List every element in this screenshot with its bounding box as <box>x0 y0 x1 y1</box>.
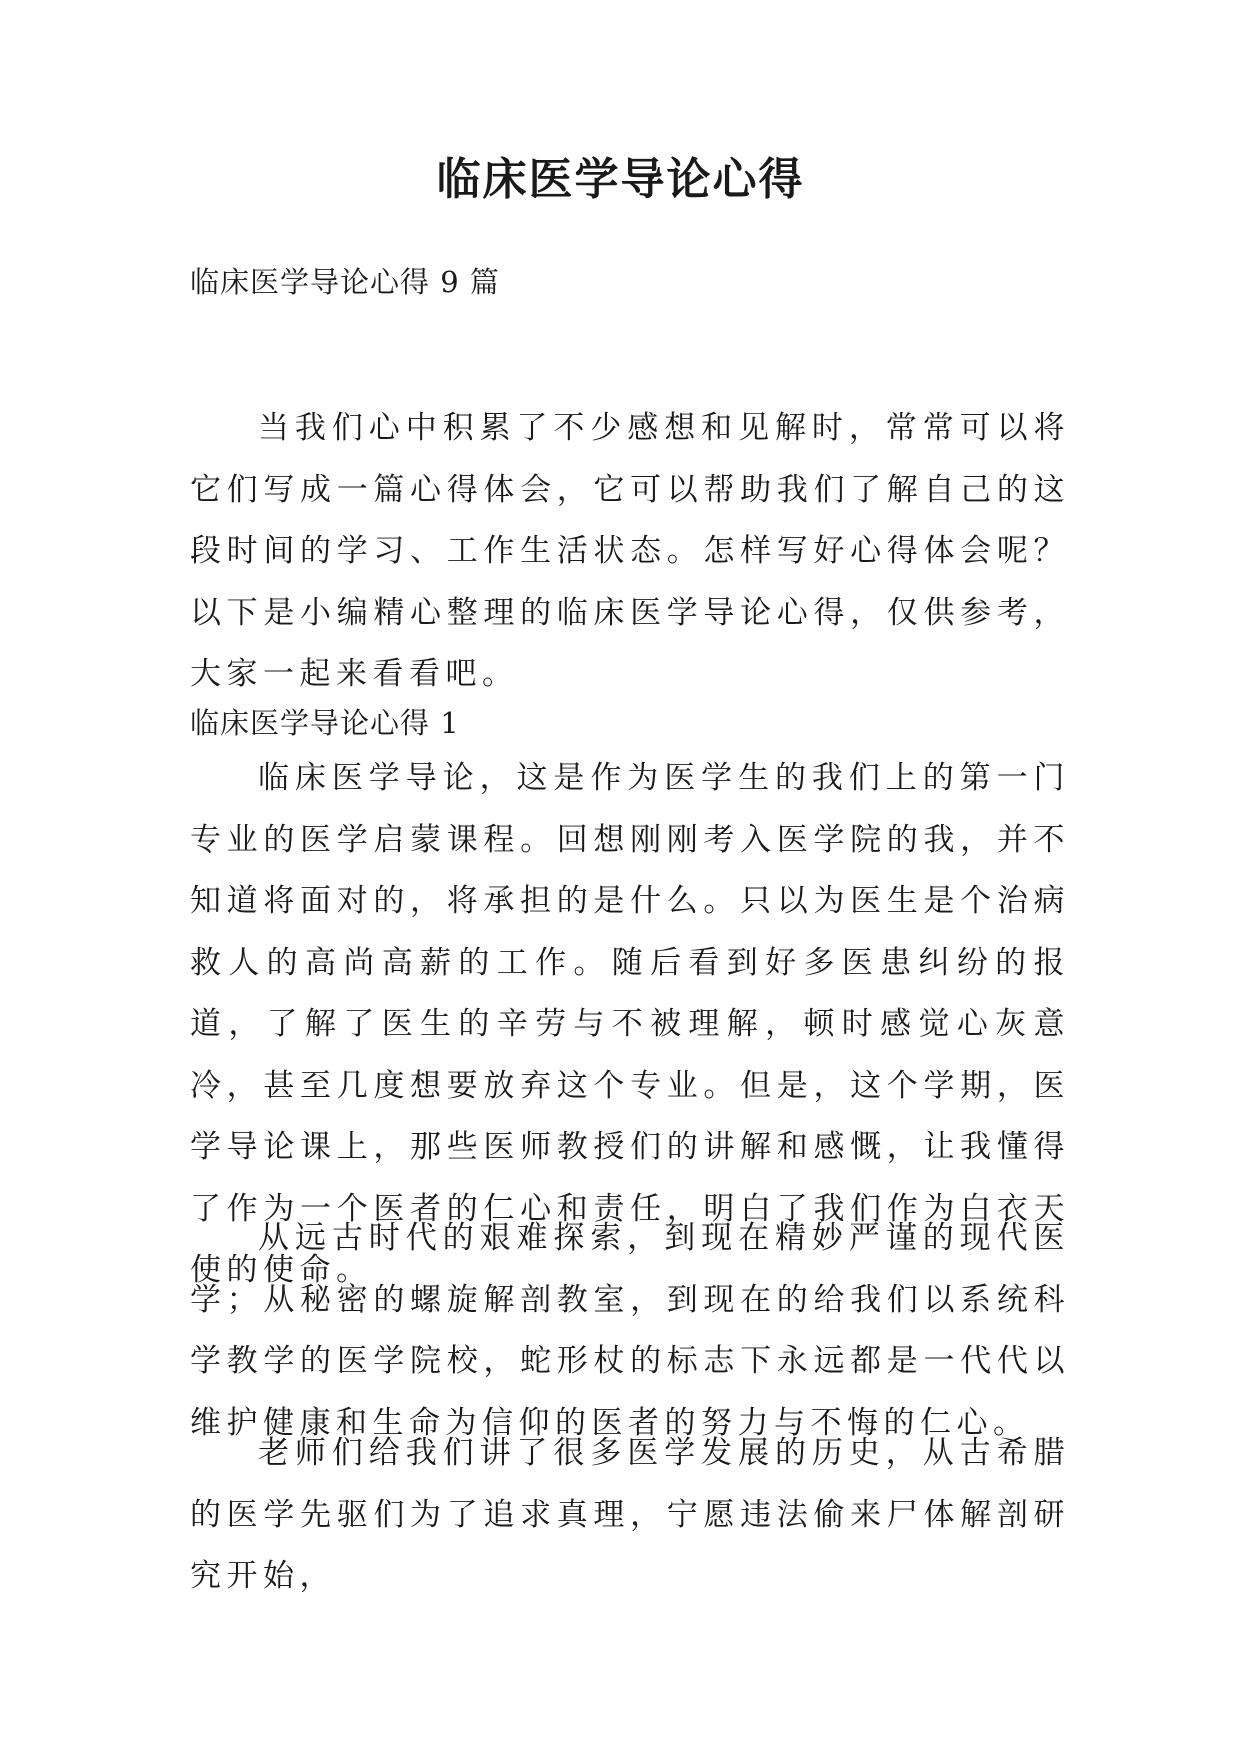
document-title: 临床医学导论心得 <box>436 154 805 205</box>
intro-paragraph: 当我们心中积累了不少感想和见解时，常常可以将它们写成一篇心得体会，它可以帮助我们了解自己的这段时间的学习、工作生活状态。怎样写好心得体会呢？以下是小编精心整理的临床医学导论心得，仅供参考，大家一起来看看吧。 <box>190 410 1070 692</box>
document-subtitle: 临床医学导论心得 9 篇 <box>190 265 500 299</box>
section-paragraph: 临床医学导论，这是作为医学生的我们上的第一门专业的医学启蒙课程。回想刚刚考入医学院的我，并不知道将面对的，将承担的是什么。只以为医生是个治病救人的高尚高薪的工作。随后看到好多医患纠纷的报道，了解了医生的辛劳与不被理解，顿时感觉心灰意冷，甚至几度想要放弃这个专业。但是，这个学期，医学导论课上，那些医师教授们的讲解和感慨，让我懂得了作为一个医者的仁心和责任，明白了我们作为白衣天使的使命。 <box>190 760 1070 1288</box>
section-paragraph: 老师们给我们讲了很多医学发展的历史，从古希腊的医学先驱们为了追求真理，宁愿违法偷来尸体解剖研究开始， <box>190 1435 1070 1594</box>
section-paragraph: 从远古时代的艰难探索，到现在精妙严谨的现代医学；从秘密的螺旋解剖教室，到现在的给我们以系统科学教学的医学院校，蛇形杖的标志下永远都是一代代以维护健康和生命为信仰的医者的努力与不悔的仁心。 <box>190 1220 1070 1441</box>
section-heading: 临床医学导论心得 1 <box>190 706 460 740</box>
